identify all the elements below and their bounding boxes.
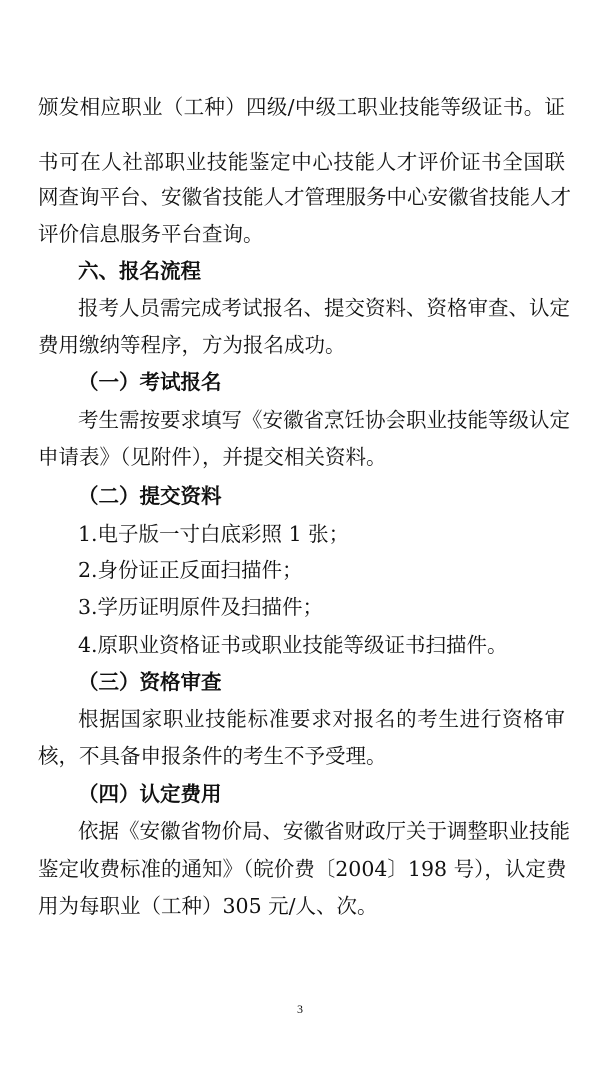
page-number: 3 — [297, 1002, 303, 1016]
subsection-heading: （三）资格审查 — [78, 670, 222, 694]
paragraph-line: 考生需按要求填写《安徽省烹饪协会职业技能等级认定 — [78, 408, 570, 432]
paragraph-line: 用为每职业（工种）305 元/人、次。 — [38, 894, 378, 918]
paragraph-line: 评价信息服务平台查询。 — [38, 222, 264, 246]
paragraph-line: 颁发相应职业（工种）四级/中级工职业技能等级证书。证 — [38, 95, 565, 119]
subsection-heading: （二）提交资料 — [78, 484, 222, 508]
paragraph-line: 书可在人社部职业技能鉴定中心技能人才评价证书全国联 — [38, 150, 565, 174]
list-item: 2.身份证正反面扫描件； — [78, 558, 303, 582]
subsection-heading: （四）认定费用 — [78, 782, 222, 806]
paragraph-line: 费用缴纳等程序，方为报名成功。 — [38, 333, 346, 357]
paragraph-line: 网查询平台、安徽省技能人才管理服务中心安徽省技能人才 — [38, 185, 571, 209]
paragraph-line: 鉴定收费标准的通知》（皖价费〔2004〕198 号），认定费 — [38, 857, 567, 881]
list-item: 1.电子版一寸白底彩照 1 张； — [78, 522, 350, 546]
paragraph-line: 依据《安徽省物价局、安徽省财政厅关于调整职业技能 — [78, 819, 570, 843]
paragraph-line: 核，不具备申报条件的考生不予受理。 — [38, 744, 387, 768]
section-heading: 六、报名流程 — [78, 259, 201, 283]
list-item: 4.原职业资格证书或职业技能等级证书扫描件。 — [78, 633, 508, 657]
paragraph-line: 报考人员需完成考试报名、提交资料、资格审查、认定 — [78, 296, 570, 320]
paragraph-line: 根据国家职业技能标准要求对报名的考生进行资格审 — [78, 707, 565, 731]
paragraph-line: 申请表》（见附件），并提交相关资料。 — [38, 445, 387, 469]
subsection-heading: （一）考试报名 — [78, 370, 222, 394]
list-item: 3.学历证明原件及扫描件； — [78, 595, 324, 619]
